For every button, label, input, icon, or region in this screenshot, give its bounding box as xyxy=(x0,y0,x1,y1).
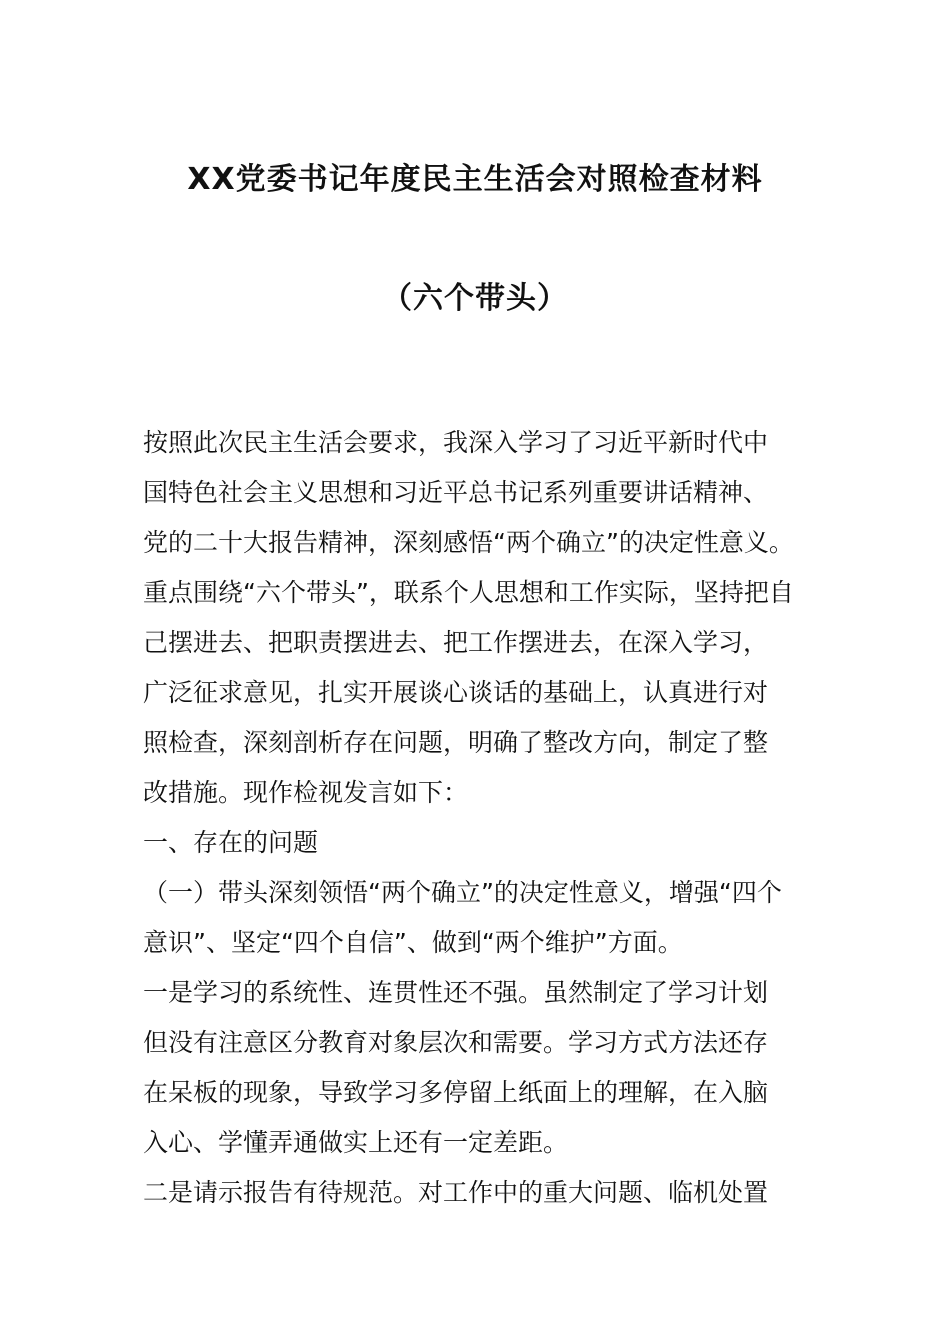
document-title: XX党委书记年度民主生活会对照检查材料 xyxy=(187,162,763,197)
section-heading: 一、存在的问题 xyxy=(143,828,319,857)
body-line: 重点围绕“六个带头”，联系个人思想和工作实际，坚持把自 xyxy=(143,578,794,607)
body-line: 广泛征求意见，扎实开展谈心谈话的基础上，认真进行对 xyxy=(143,678,769,707)
document-subtitle: （六个带头） xyxy=(382,281,568,316)
body-line: 二是请示报告有待规范。对工作中的重大问题、临机处置 xyxy=(143,1178,769,1207)
body-line: 一是学习的系统性、连贯性还不强。虽然制定了学习计划 xyxy=(143,978,769,1007)
document-body xyxy=(143,418,813,1218)
body-line: 入心、学懂弄通做实上还有一定差距。 xyxy=(143,1128,569,1157)
subsection-heading: 意识”、坚定“四个自信”、做到“两个维护”方面。 xyxy=(143,928,683,957)
body-line: 但没有注意区分教育对象层次和需要。学习方式方法还存 xyxy=(143,1028,769,1057)
body-line: 党的二十大报告精神，深刻感悟“两个确立”的决定性意义。 xyxy=(143,528,794,557)
body-line: 己摆进去、把职责摆进去、把工作摆进去，在深入学习， xyxy=(143,628,769,657)
body-line: 改措施。现作检视发言如下： xyxy=(143,778,469,807)
body-line: 在呆板的现象，导致学习多停留上纸面上的理解，在入脑 xyxy=(143,1078,769,1107)
body-line: 照检查，深刻剖析存在问题，明确了整改方向，制定了整 xyxy=(143,728,769,757)
body-line: 按照此次民主生活会要求，我深入学习了习近平新时代中 xyxy=(143,428,769,457)
subsection-heading: （一）带头深刻领悟“两个确立”的决定性意义，增强“四个 xyxy=(143,878,782,907)
body-line: 国特色社会主义思想和习近平总书记系列重要讲话精神、 xyxy=(143,478,769,507)
